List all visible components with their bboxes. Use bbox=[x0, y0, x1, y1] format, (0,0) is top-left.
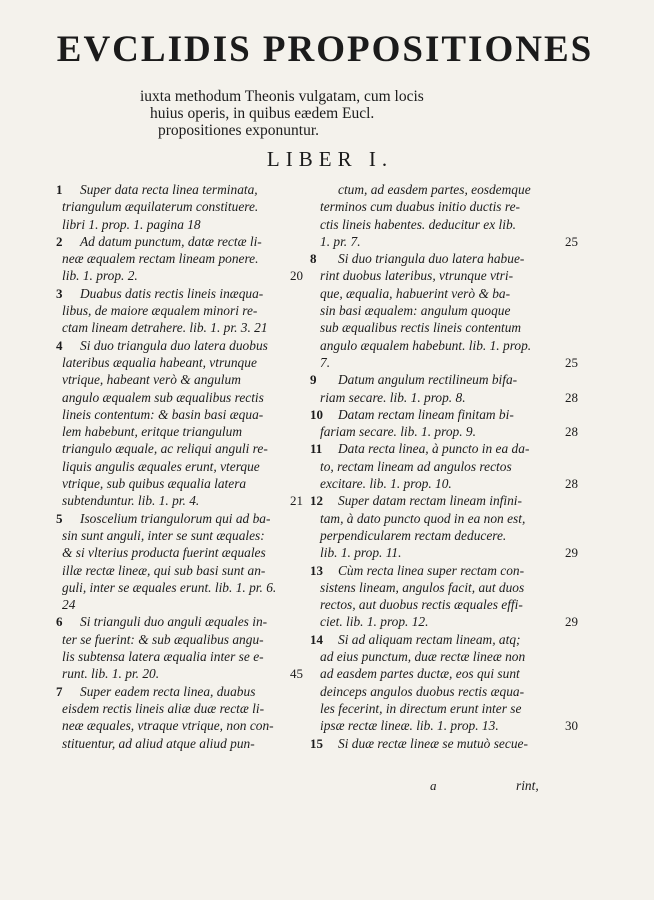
entry-text: to, rectam lineam ad angulos rectos bbox=[320, 458, 512, 474]
entry-line bbox=[316, 285, 578, 302]
entry-line bbox=[316, 319, 578, 336]
entry-text: lineis contentum: & basin basi æqua- bbox=[62, 406, 264, 422]
entry-text: Data recta linea, à puncto in ea da- bbox=[338, 441, 530, 457]
entry-text: rectos, aut duobus rectis æquales effi- bbox=[320, 597, 523, 613]
entry-text: libus, de maiore æqualem minori re- bbox=[62, 303, 258, 319]
entry-text: Si ad aliquam rectam lineam, atq; bbox=[338, 631, 521, 647]
subtitle-line: propositiones exponuntur. bbox=[158, 122, 320, 139]
entry-line bbox=[316, 700, 578, 717]
entry-line bbox=[316, 527, 578, 544]
entry-text: que, æqualia, habuerint verò & ba- bbox=[320, 285, 511, 301]
entry-line bbox=[58, 665, 303, 682]
entry-text: terminos cum duabus initio ductis re- bbox=[320, 199, 520, 215]
entry-line bbox=[316, 354, 578, 371]
entry-text: ciet. lib. 1. prop. 12. bbox=[320, 614, 429, 630]
entry-text: ctam lineam detrahere. lib. 1. pr. 3. 21 bbox=[62, 320, 268, 336]
entry-text: sub æqualibus rectis lineis contentum bbox=[320, 320, 522, 336]
entry-line bbox=[58, 596, 303, 613]
entry-line bbox=[316, 596, 578, 613]
entry-text: lis subtensa latera æqualia inter se e- bbox=[62, 649, 264, 665]
entry-text: Super data recta linea terminata, bbox=[80, 182, 258, 197]
proposition-number: 13 bbox=[310, 562, 323, 578]
entry-line bbox=[58, 423, 303, 440]
page-reference: 28 bbox=[565, 476, 578, 492]
page-reference: 28 bbox=[565, 389, 578, 405]
entry-line bbox=[58, 250, 303, 267]
proposition-number: 12 bbox=[310, 493, 323, 509]
entry-line bbox=[58, 371, 303, 388]
page-reference: 21 bbox=[290, 493, 303, 509]
page-reference: 29 bbox=[565, 614, 578, 630]
entry-line bbox=[316, 423, 578, 440]
entry-text: Si trianguli duo anguli æquales in- bbox=[80, 614, 268, 630]
proposition-number: 10 bbox=[310, 406, 323, 422]
proposition-number: 3 bbox=[56, 285, 63, 301]
entry-text: Super eadem recta linea, duabus bbox=[80, 683, 256, 699]
entry-text: stituentur, ad aliud atque aliud pun- bbox=[62, 735, 255, 751]
entry-text: sistens lineam, angulos facit, aut duos bbox=[320, 579, 525, 595]
proposition-entry bbox=[58, 683, 303, 752]
page-reference: 30 bbox=[565, 718, 578, 734]
proposition-entry bbox=[58, 337, 303, 510]
page-reference: 25 bbox=[565, 233, 578, 249]
entry-text: & si vlterius producta fuerint æquales bbox=[62, 545, 266, 561]
entry-line bbox=[310, 371, 578, 388]
entry-text: Super datam rectam lineam infini- bbox=[338, 493, 522, 509]
entry-text: ctis lineis habentes. deducitur ex lib. bbox=[320, 216, 516, 232]
entry-text: lateribus æqualia habeant, vtrunque bbox=[62, 354, 257, 370]
proposition-entry bbox=[310, 406, 578, 441]
subtitle-line: iuxta methodum Theonis vulgatam, cum locis bbox=[140, 88, 424, 105]
proposition-entry bbox=[310, 631, 578, 735]
proposition-number: 15 bbox=[310, 735, 323, 751]
entry-text: 1. pr. 7. bbox=[320, 233, 361, 249]
entry-line bbox=[310, 406, 578, 423]
entry-text: triangulum æquilaterum constituere. bbox=[62, 199, 259, 215]
entry-line bbox=[316, 613, 578, 630]
entry-text: neæ æqualem rectam lineam ponere. bbox=[62, 251, 259, 267]
entry-line bbox=[58, 527, 303, 544]
entry-line bbox=[316, 648, 578, 665]
proposition-entry bbox=[310, 250, 578, 371]
entry-text: riam secare. lib. 1. prop. 8. bbox=[320, 389, 466, 405]
entry-text: illæ rectæ lineæ, qui sub basi sunt an- bbox=[62, 562, 266, 578]
proposition-number: 6 bbox=[56, 614, 63, 630]
page-reference: 25 bbox=[565, 354, 578, 370]
entry-text: eisdem rectis lineis aliæ duæ rectæ li- bbox=[62, 700, 265, 716]
entry-text: ipsæ rectæ lineæ. lib. 1. prop. 13. bbox=[320, 718, 499, 734]
entry-line bbox=[316, 181, 578, 198]
entry-text: deinceps angulos duobus rectis æqua- bbox=[320, 683, 525, 699]
entry-line bbox=[58, 735, 303, 752]
proposition-entry bbox=[58, 285, 303, 337]
catchword: rint, bbox=[516, 778, 539, 793]
entry-text: Si duæ rectæ lineæ se mutuò secue- bbox=[338, 735, 528, 751]
entry-line bbox=[316, 683, 578, 700]
entry-line bbox=[58, 302, 303, 319]
entry-line bbox=[58, 389, 303, 406]
entry-line bbox=[58, 631, 303, 648]
right-column bbox=[310, 181, 578, 752]
entry-line bbox=[316, 267, 578, 284]
entry-text: lib. 1. prop. 11. bbox=[320, 545, 402, 561]
proposition-number: 11 bbox=[310, 441, 323, 457]
entry-text: Datam rectam lineam finitam bi- bbox=[338, 406, 514, 422]
entry-line bbox=[316, 510, 578, 527]
proposition-number: 4 bbox=[56, 337, 63, 353]
proposition-entry bbox=[58, 510, 303, 614]
entry-line bbox=[58, 233, 303, 250]
entry-line bbox=[58, 198, 303, 215]
entry-line bbox=[316, 337, 578, 354]
proposition-entry bbox=[58, 233, 303, 285]
entry-text: ter se fuerint: & sub æqualibus angu- bbox=[62, 631, 264, 647]
entry-text: Isoscelium triangulorum qui ad ba- bbox=[80, 510, 271, 526]
entry-line bbox=[58, 562, 303, 579]
entry-text: libri 1. prop. 1. pagina 18 bbox=[62, 216, 201, 232]
entry-line bbox=[316, 233, 578, 250]
entry-line bbox=[316, 389, 578, 406]
entry-text: Cùm recta linea super rectam con- bbox=[338, 562, 525, 578]
proposition-number: 9 bbox=[310, 372, 317, 388]
proposition-entry bbox=[310, 492, 578, 561]
entry-line bbox=[58, 475, 303, 492]
entry-line bbox=[310, 250, 578, 267]
entry-text: angulo æqualem habebunt. lib. 1. prop. bbox=[320, 337, 532, 353]
subtitle bbox=[140, 88, 540, 139]
entry-line bbox=[58, 181, 303, 198]
entry-line bbox=[58, 458, 303, 475]
entry-text: angulo æqualem sub æqualibus rectis bbox=[62, 389, 264, 405]
entry-text: Ad datum punctum, datæ rectæ li- bbox=[80, 233, 262, 249]
proposition-number: 7 bbox=[56, 683, 63, 699]
entry-line bbox=[58, 285, 303, 302]
entry-line bbox=[58, 354, 303, 371]
page-reference: 29 bbox=[565, 545, 578, 561]
entry-line bbox=[58, 700, 303, 717]
entry-text: Si duo triangula duo latera duobus bbox=[80, 337, 268, 353]
entry-text: Datum angulum rectilineum bifa- bbox=[338, 372, 518, 388]
entry-line bbox=[58, 579, 303, 596]
entry-line bbox=[316, 458, 578, 475]
entry-line bbox=[58, 319, 303, 336]
signature-mark: a bbox=[430, 778, 437, 793]
subtitle-line: huius operis, in quibus eædem Eucl. bbox=[150, 105, 375, 122]
entry-line bbox=[316, 475, 578, 492]
entry-line bbox=[58, 717, 303, 734]
entry-text: liquis angulis æquales erunt, vterque bbox=[62, 458, 260, 474]
entry-line bbox=[58, 337, 303, 354]
entry-text: rint duobus lateribus, vtrunque vtri- bbox=[320, 268, 514, 284]
entry-text: guli, inter se æquales erunt. lib. 1. pr. 6. bbox=[62, 579, 277, 595]
entry-line bbox=[58, 510, 303, 527]
entry-line bbox=[58, 648, 303, 665]
proposition-entry bbox=[58, 613, 303, 682]
entry-line bbox=[310, 735, 578, 752]
entry-text: sin basi æqualem: angulum quoque bbox=[320, 303, 511, 319]
entry-line bbox=[310, 492, 578, 509]
proposition-number: 2 bbox=[56, 233, 63, 249]
entry-text: triangulo æquale, ac reliqui anguli re- bbox=[62, 441, 268, 457]
entry-line bbox=[316, 665, 578, 682]
page-reference: 20 bbox=[290, 268, 303, 284]
proposition-number: 14 bbox=[310, 631, 323, 647]
entry-line bbox=[316, 717, 578, 734]
entry-text: excitare. lib. 1. prop. 10. bbox=[320, 476, 452, 492]
entry-text: ad eius punctum, duæ rectæ lineæ non bbox=[320, 649, 526, 665]
entry-text: neæ æquales, vtraque vtrique, non con- bbox=[62, 718, 274, 734]
page-title: EVCLIDIS PROPOSITIONES bbox=[56, 29, 594, 70]
entry-text: perpendicularem rectam deducere. bbox=[320, 527, 507, 543]
entry-line bbox=[58, 492, 303, 509]
entry-line bbox=[58, 544, 303, 561]
proposition-number: 1 bbox=[56, 182, 63, 197]
entry-line bbox=[310, 631, 578, 648]
entry-line bbox=[58, 216, 303, 233]
entry-line bbox=[316, 579, 578, 596]
proposition-number: 8 bbox=[310, 251, 317, 267]
proposition-entry bbox=[310, 440, 578, 492]
entry-text: 7. bbox=[320, 354, 331, 370]
entry-line bbox=[58, 267, 303, 284]
entry-text: ctum, ad easdem partes, eosdemque bbox=[338, 182, 531, 197]
entry-line bbox=[58, 406, 303, 423]
proposition-entry bbox=[310, 735, 578, 752]
entry-line bbox=[316, 302, 578, 319]
entry-line bbox=[310, 562, 578, 579]
entry-line bbox=[58, 440, 303, 457]
entry-text: fariam secare. lib. 1. prop. 9. bbox=[320, 424, 476, 440]
entry-text: 24 bbox=[62, 597, 76, 613]
entry-text: Duabus datis rectis lineis inæqua- bbox=[80, 285, 264, 301]
entry-text: lib. 1. prop. 2. bbox=[62, 268, 138, 284]
entry-line bbox=[310, 440, 578, 457]
proposition-entry bbox=[58, 181, 303, 233]
entry-line bbox=[58, 613, 303, 630]
entry-line bbox=[316, 544, 578, 561]
entry-text: lem habebunt, eritque triangulum bbox=[62, 424, 243, 440]
entry-line bbox=[316, 216, 578, 233]
page-reference: 45 bbox=[290, 666, 303, 682]
proposition-entry bbox=[316, 181, 578, 250]
entry-text: subtenduntur. lib. 1. pr. 4. bbox=[62, 493, 200, 509]
proposition-entry bbox=[310, 371, 578, 406]
entry-text: Si duo triangula duo latera habue- bbox=[338, 251, 525, 267]
entry-line bbox=[58, 683, 303, 700]
page-reference: 28 bbox=[565, 424, 578, 440]
entry-text: runt. lib. 1. pr. 20. bbox=[62, 666, 160, 682]
left-column bbox=[58, 181, 303, 752]
entry-text: tam, à dato puncto quod in ea non est, bbox=[320, 510, 526, 526]
entry-text: vtrique, sub quibus æqualia latera bbox=[62, 476, 247, 492]
entry-text: vtrique, habeant verò & angulum bbox=[62, 372, 241, 388]
entry-text: les fecerint, in directum erunt inter se bbox=[320, 700, 522, 716]
entry-line bbox=[316, 198, 578, 215]
entry-text: ad easdem partes ductæ, eos qui sunt bbox=[320, 666, 520, 682]
proposition-entry bbox=[310, 562, 578, 631]
entry-text: sin sunt anguli, inter se sunt æquales: bbox=[62, 527, 265, 543]
proposition-number: 5 bbox=[56, 510, 63, 526]
book-heading: LIBER I. bbox=[266, 147, 394, 171]
